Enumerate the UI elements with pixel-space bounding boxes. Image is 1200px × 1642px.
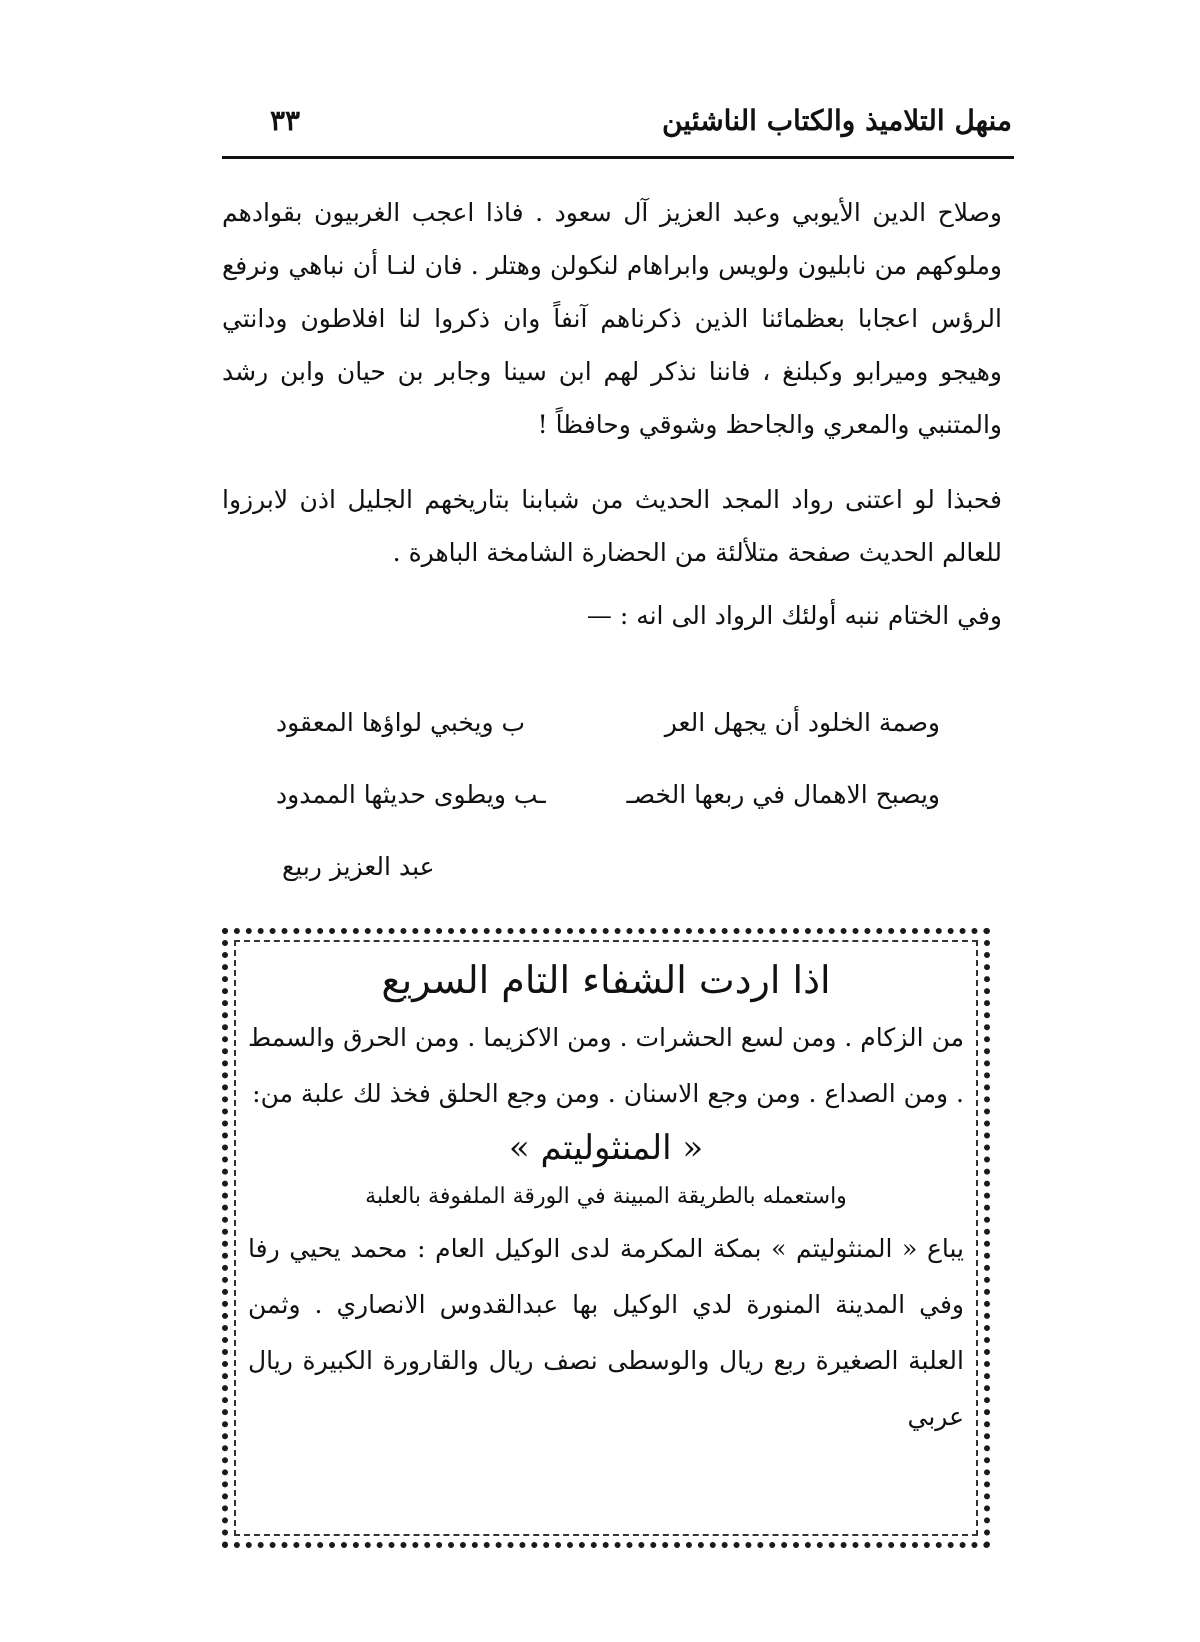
ad-product-name: « المنثوليتم » (508, 1128, 704, 1168)
running-header (222, 100, 1012, 144)
article-paragraph-2: فحبذا لو اعتنى رواد المجد الحديث من شبابنا بتاريخهم الجليل اذن لابرزوا للعالم الحديث صفحة متلألئة من الحضارة الشامخة الباهرة . (222, 485, 1002, 567)
advertisement-box (222, 928, 990, 1548)
poem-verse-1-second-hemistich: ب ويخبي لواؤها المعقود (276, 708, 526, 737)
advertisement-content (248, 954, 964, 1445)
article-paragraph-1: وصلاح الدين الأيوبي وعبد العزيز آل سعود . فاذا اعجب الغربيون بقوادهم وملوكهم من نابليون ولويس وابراهام لنكولن وهتلر . فان لنـا أن نباهي ونرفع الرؤس اعجابا بعظمائنا الذين ذكرناهم آنفاً وان ذكروا لنا افلاطون ودانتي وهيجو وميرابو وكبلنغ ، فاننا نذكر لهم ابن سينا وجابر بن حيان وابن رشد والمتنبي والمعري والجاحظ وشوقي وحافظاً ! (222, 198, 1002, 439)
ad-ailments-text: من الزكام . ومن لسع الحشرات . ومن الاكزيما . ومن الحرق والسمط . ومن الصداع . ومن وجع الاسنان . ومن وجع الحلق فخذ لك علبة من: (248, 1023, 964, 1108)
author-signature: عبد العزيز ربيع (282, 852, 435, 881)
running-title: منهل التلاميذ والكتاب الناشئين (661, 104, 1012, 137)
poem-verse-2-second-hemistich: ـب ويطوى حديثها الممدود (276, 780, 546, 809)
article-paragraph-3: وفي الختام ننبه أولئك الرواد الى انه : — (586, 601, 1002, 630)
ad-sale-info: يباع « المنثوليتم » بمكة المكرمة لدى الوكيل العام : محمد يحيي رفا وفي المدينة المنورة لدي الوكيل بها عبدالقدوس الانصاري . وثمن العلبة الصغيرة ربع ريال والوسطى نصف ريال والقارورة الكبيرة ريال عربي (248, 1234, 964, 1431)
ad-headline: اذا اردت الشفاء التام السريع (381, 958, 831, 1002)
header-rule (222, 156, 1014, 159)
ad-usage-note: واستعمله بالطريقة المبينة في الورقة الملفوفة بالعلبة (365, 1184, 847, 1209)
page-number: ٣٣ (270, 104, 301, 137)
poem-verse-2-first-hemistich: ويصبح الاهمال في ربعها الخصـ (626, 780, 940, 809)
poem-verse-1-first-hemistich: وصمة الخلود أن يجهل العر (664, 708, 940, 737)
poem-verse-2 (276, 780, 940, 820)
article-body (222, 186, 1002, 642)
poem-verse-1 (276, 708, 940, 748)
